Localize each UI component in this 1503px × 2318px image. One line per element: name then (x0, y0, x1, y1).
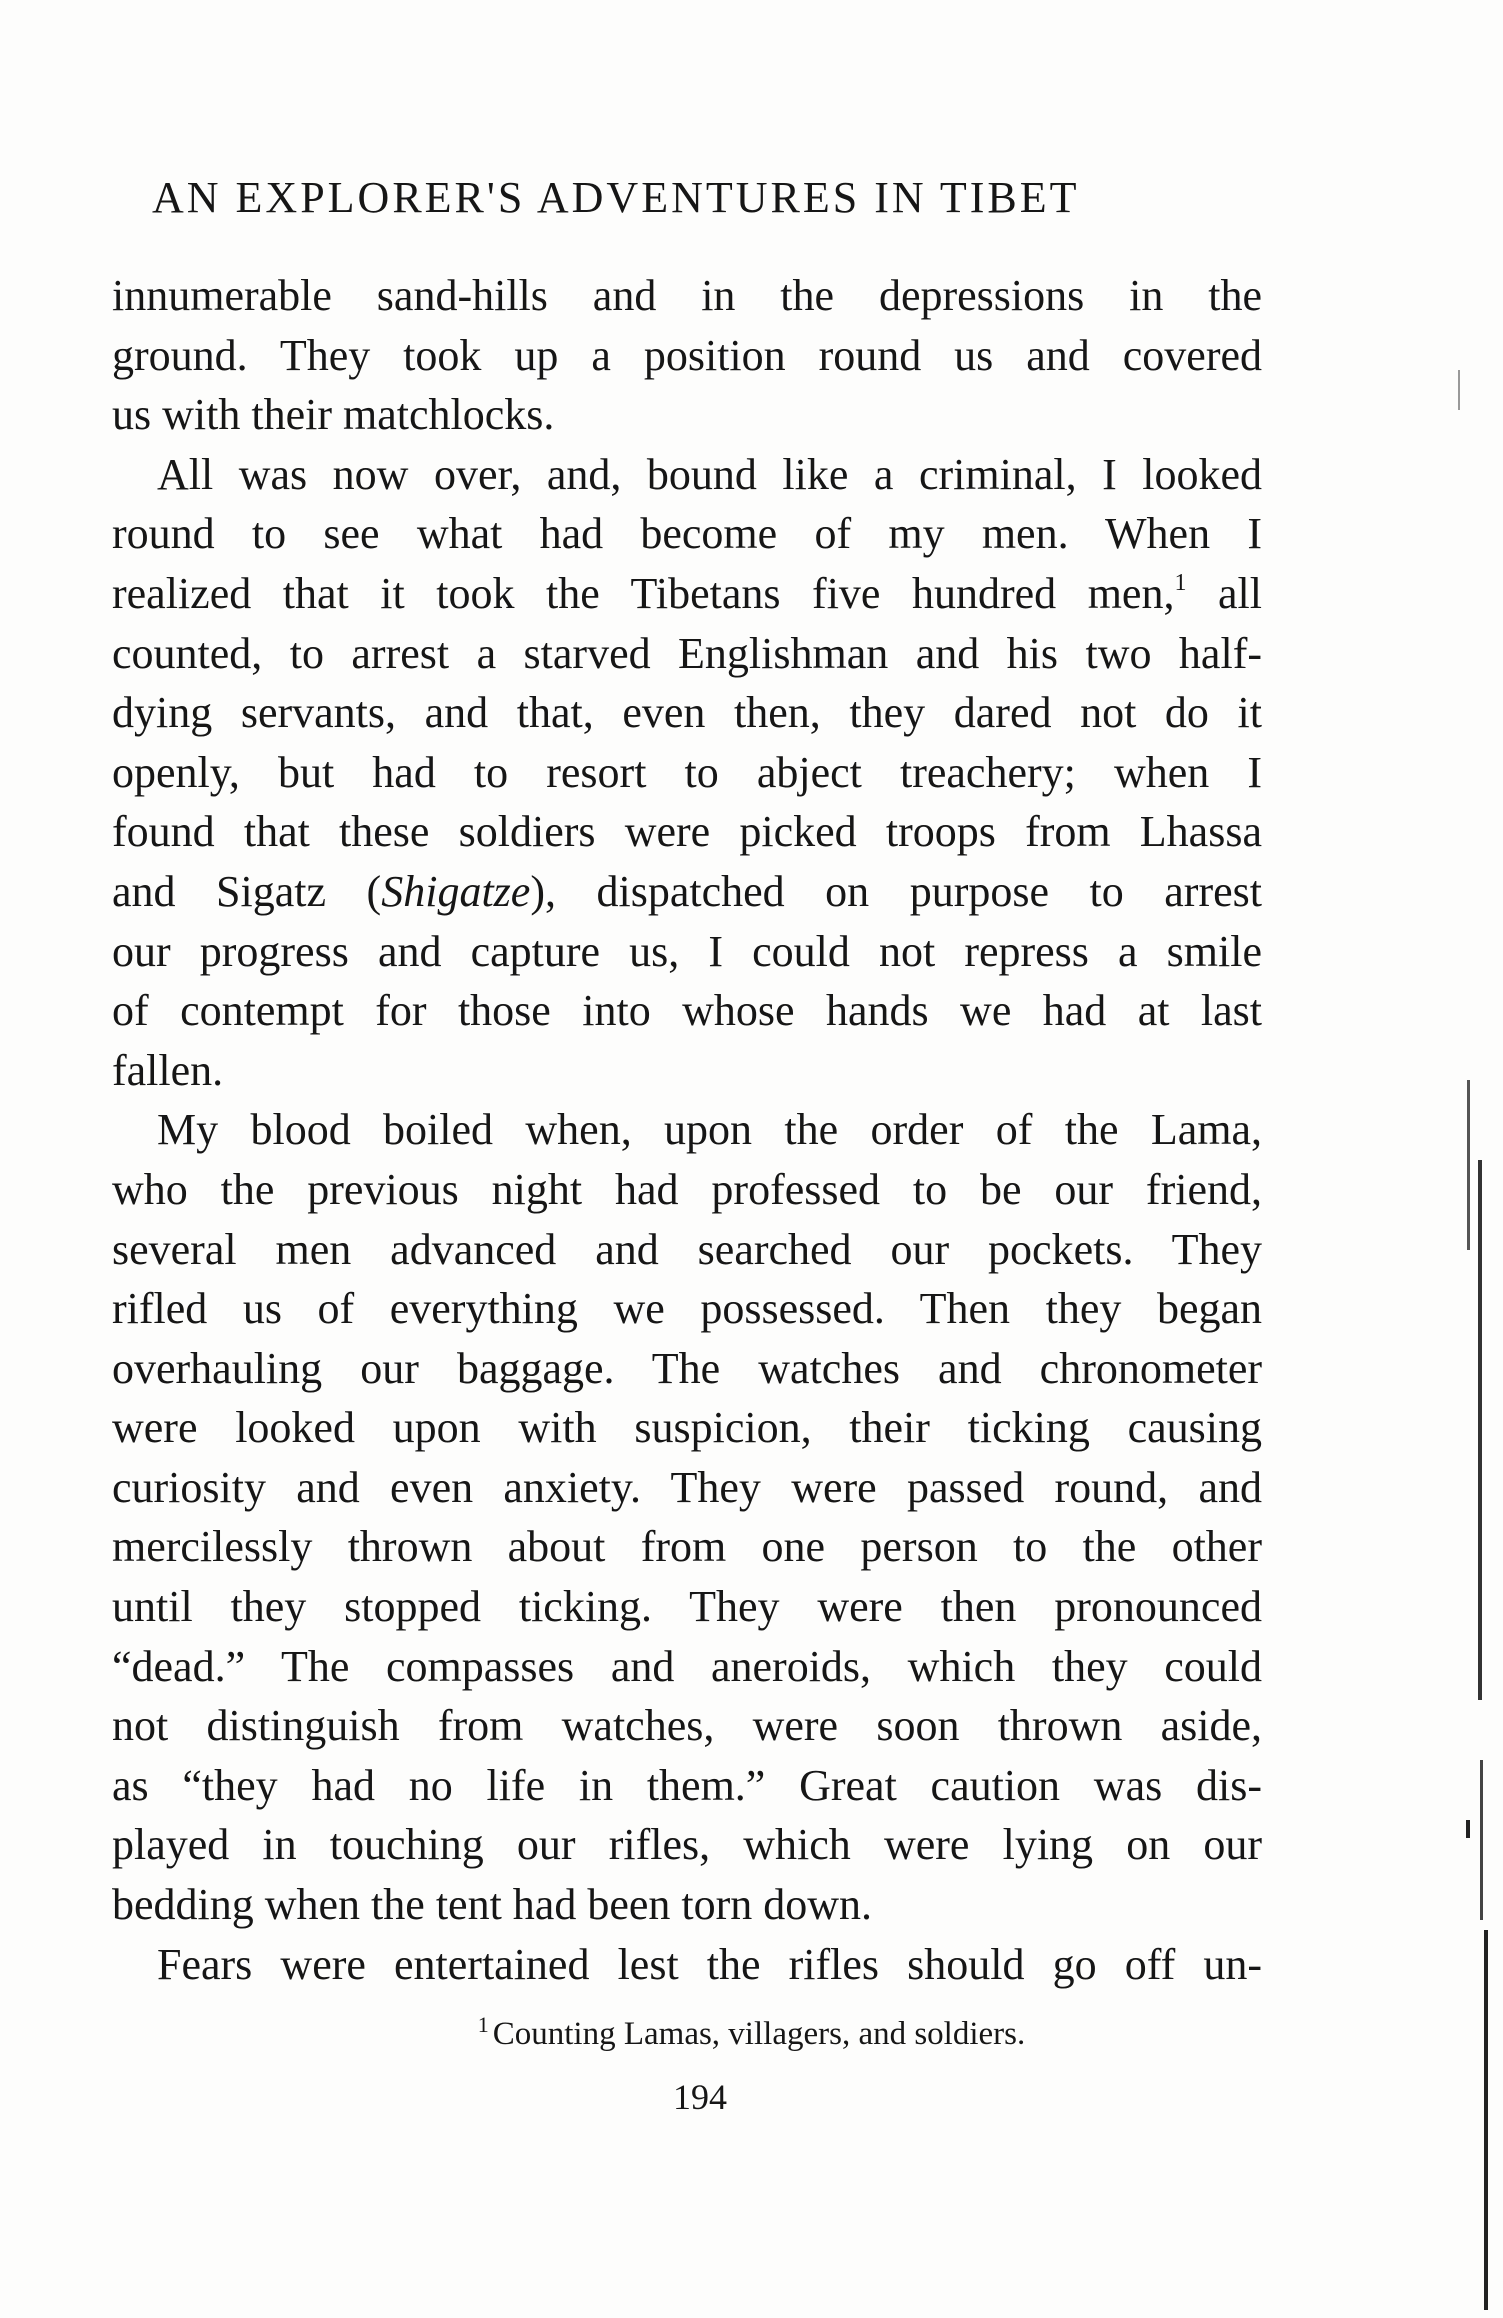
footnote-marker: 1 (477, 2012, 489, 2037)
text-line: not distinguish from watches, were soon thrown aside, (112, 1701, 1262, 1751)
text-line: were looked upon with suspicion, their ticking causing (112, 1403, 1262, 1453)
text-line: ground. They took up a position round us and covered (112, 330, 1262, 380)
scan-gutter-dot (1466, 1820, 1470, 1838)
body-text (112, 266, 1262, 1994)
text-line: who the previous night had professed to be our friend, (112, 1164, 1262, 1214)
text-line: innumerable sand-hills and in the depressions in the (112, 271, 1262, 320)
scan-gutter-line (1480, 1760, 1483, 1920)
text-line: us with their matchlocks. (112, 390, 555, 440)
text-span: and Sigatz ( (112, 866, 382, 916)
text-line: counted, to arrest a starved Englishman and his two half- (112, 628, 1262, 678)
italic-place-name: Shigatze (381, 866, 531, 916)
text-span: all (1186, 568, 1262, 618)
text-line: until they stopped ticking. They were then pronounced (112, 1582, 1262, 1632)
footnote (0, 2012, 1503, 2056)
text-line: openly, but had to resort to abject treachery; when I (112, 747, 1262, 797)
text-line: as “they had no life in them.” Great caution was dis- (112, 1760, 1262, 1810)
text-line: All was now over, and, bound like a criminal, I looked (157, 449, 1262, 499)
text-line: of contempt for those into whose hands we had at last (112, 986, 1262, 1036)
text-line: dying servants, and that, even then, they dared not do it (112, 688, 1262, 738)
text-span: ), dispatched on purpose to arrest (530, 866, 1262, 916)
text-line: overhauling our baggage. The watches and chronometer (112, 1343, 1262, 1393)
text-line: mercilessly thrown about from one person to the other (112, 1522, 1262, 1572)
text-line-with-footnote-ref (112, 564, 1262, 624)
scan-gutter-line (1478, 1160, 1482, 1700)
text-span: realized that it took the Tibetans five hundred men, (112, 568, 1175, 618)
footnote-reference: 1 (1174, 569, 1187, 596)
running-head: AN EXPLORER'S ADVENTURES IN TIBET (152, 173, 1080, 222)
scan-gutter-dot (1458, 370, 1460, 410)
text-line: fallen. (112, 1045, 224, 1095)
text-line: “dead.” The compasses and aneroids, which they could (112, 1641, 1262, 1691)
text-line: My blood boiled when, upon the order of the Lama, (157, 1105, 1262, 1155)
text-line-with-italic (112, 862, 1262, 922)
text-line: bedding when the tent had been torn down. (112, 1880, 873, 1930)
footnote-text: Counting Lamas, villagers, and soldiers. (492, 2016, 1026, 2052)
scan-gutter-line (1467, 1080, 1470, 1250)
text-line: several men advanced and searched our pockets. They (112, 1224, 1262, 1274)
text-line: found that these soldiers were picked troops from Lhassa (112, 807, 1262, 857)
text-line: round to see what had become of my men. When I (112, 509, 1262, 559)
text-line: rifled us of everything we possessed. Then they began (112, 1284, 1262, 1334)
text-line: curiosity and even anxiety. They were passed round, and (112, 1462, 1262, 1512)
text-line: our progress and capture us, I could not repress a smile (112, 926, 1262, 976)
scan-gutter-line (1484, 1930, 1488, 2310)
text-line: Fears were entertained lest the rifles should go off un- (157, 1939, 1262, 1989)
page-number: 194 (673, 2077, 727, 2117)
text-line: played in touching our rifles, which were lying on our (112, 1820, 1262, 1870)
